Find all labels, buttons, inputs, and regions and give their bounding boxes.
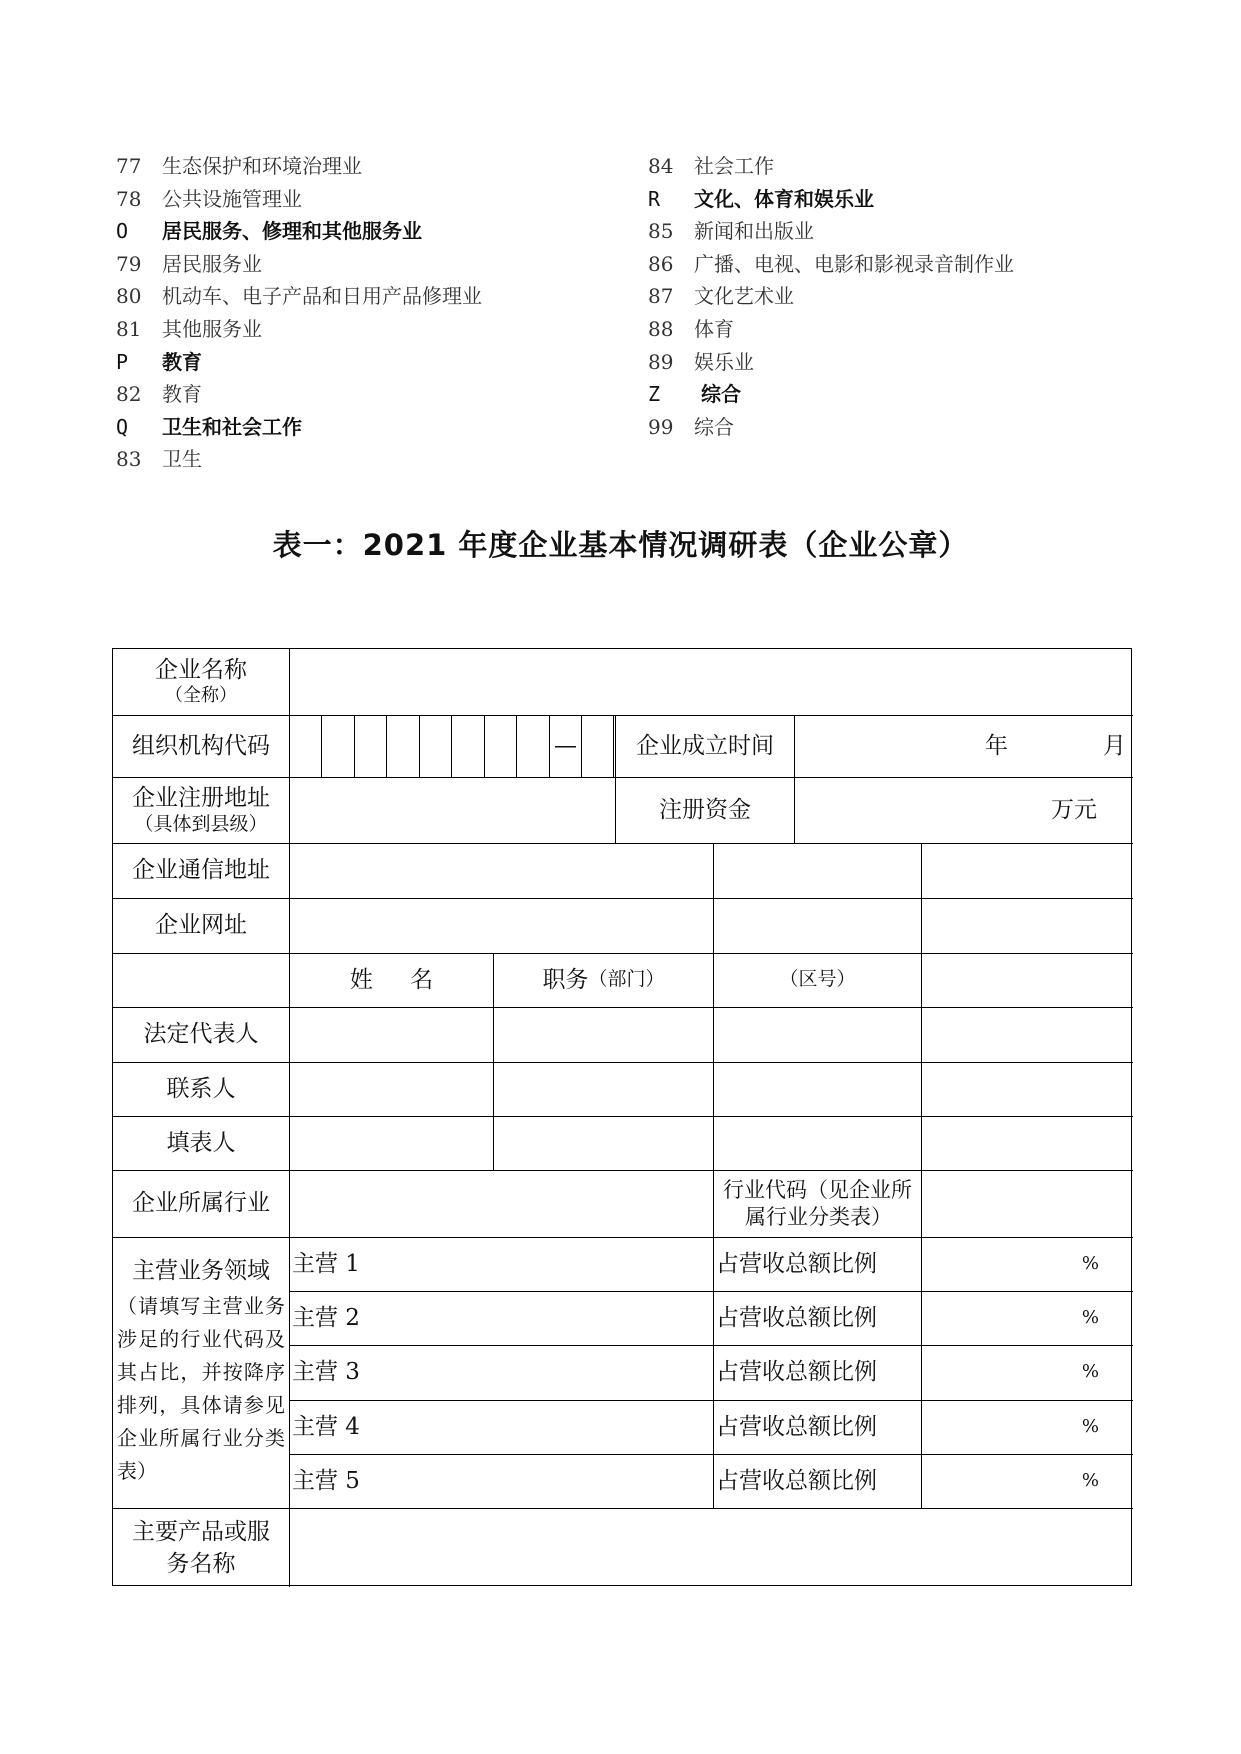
contact-label: 联系人	[166, 1075, 236, 1102]
filler-phone-field[interactable]	[922, 1116, 1133, 1170]
founded-field[interactable]	[795, 715, 1133, 777]
revenue-ratio-field[interactable]	[922, 1454, 1133, 1508]
col-header-position-text: 职务	[542, 966, 589, 993]
products-label	[113, 1508, 289, 1587]
percent-unit: %	[1081, 1415, 1099, 1437]
main-business-note: （请填写主营业务涉足的行业代码及其占比，并按降序排列，具体请参见企业所属行业分类表）	[117, 1293, 285, 1483]
industry-label: 卫生和社会工作	[162, 414, 302, 439]
industry-list-item	[648, 411, 1188, 444]
industry-list-item	[648, 248, 1188, 281]
reg-address-text: 企业注册地址	[132, 784, 270, 811]
industry-label: 教育	[162, 349, 202, 374]
industry-list-item	[116, 313, 636, 346]
form-title: 表一：2021 年度企业基本情况调研表（企业公章）	[272, 528, 969, 562]
industry-label: 居民服务业	[162, 251, 262, 276]
industry-list-item	[648, 183, 1188, 216]
revenue-ratio-label: 占营收总额比例	[716, 1359, 877, 1386]
industry-list-left	[116, 150, 636, 476]
col-header-position	[494, 953, 713, 1007]
industry-label: 广播、电视、电影和影视录音制作业	[694, 251, 1014, 276]
reg-capital-unit: 万元	[1051, 796, 1097, 823]
reg-address-label	[113, 777, 289, 843]
industry-code: 85	[648, 219, 674, 244]
percent-unit: %	[1081, 1306, 1099, 1328]
industry-code: O	[116, 219, 129, 244]
products-text: 主要产品或服务名称	[132, 1518, 270, 1577]
industry-list-item	[116, 411, 636, 444]
industry-code-field[interactable]	[922, 1170, 1133, 1237]
industry-code: R	[648, 186, 661, 211]
industry-field[interactable]	[290, 1170, 713, 1237]
reg-capital-label: 注册资金	[659, 796, 751, 823]
industry-list-item	[116, 280, 636, 313]
industry-code: Q	[116, 414, 129, 439]
industry-label: 居民服务、修理和其他服务业	[162, 219, 422, 244]
org-code-box-6[interactable]	[452, 715, 484, 777]
industry-list-item	[116, 150, 636, 183]
industry-label: 公共设施管理业	[162, 186, 302, 211]
industry-code: 84	[648, 154, 674, 178]
industry-code: 87	[648, 284, 674, 309]
company-survey-form	[112, 648, 1132, 1586]
industry-code-line-1: 行业代码（见企业所	[723, 1178, 912, 1203]
mail-address-label: 企业通信地址	[132, 857, 270, 884]
percent-unit: %	[1081, 1469, 1099, 1491]
main-business-text: 主营业务领域	[132, 1258, 270, 1285]
revenue-ratio-field[interactable]	[922, 1345, 1133, 1400]
founded-month-unit: 月	[1103, 732, 1126, 759]
org-code-dash: —	[554, 732, 577, 759]
revenue-ratio-label: 占营收总额比例	[716, 1467, 877, 1494]
contact-name-field[interactable]	[290, 1062, 493, 1116]
filler-label: 填表人	[166, 1129, 236, 1156]
industry-label: 综合	[694, 382, 741, 407]
main-business-row-label[interactable]: 主营 4	[292, 1413, 360, 1440]
revenue-ratio-field[interactable]	[922, 1291, 1133, 1345]
industry-list-item	[116, 378, 636, 411]
org-code-box-4[interactable]	[387, 715, 419, 777]
industry-label: 社会工作	[694, 154, 774, 178]
company-name-note: （全称）	[165, 685, 237, 707]
col-header-name	[290, 953, 493, 1007]
reg-address-field[interactable]	[290, 777, 615, 843]
revenue-ratio-label: 占营收总额比例	[716, 1413, 877, 1440]
percent-unit: %	[1081, 1252, 1099, 1274]
industry-code: 80	[116, 284, 142, 309]
industry-code: Z	[648, 382, 661, 407]
org-code-box-8[interactable]	[517, 715, 549, 777]
industry-code: 86	[648, 251, 674, 276]
industry-label: 综合	[694, 414, 734, 439]
org-code-box-1[interactable]	[290, 715, 321, 777]
mail-extra-field-1[interactable]	[714, 843, 921, 898]
industry-list-item	[116, 183, 636, 216]
main-business-row-label[interactable]: 主营 1	[292, 1250, 360, 1277]
company-name-text: 企业名称	[155, 657, 247, 684]
industry-code: 83	[116, 447, 142, 472]
industry-label: 卫生	[162, 447, 202, 472]
org-code-box-2[interactable]	[322, 715, 354, 777]
industry-code: 82	[116, 382, 142, 407]
revenue-ratio-field[interactable]	[922, 1237, 1133, 1291]
revenue-ratio-label: 占营收总额比例	[716, 1304, 877, 1331]
industry-code: 81	[116, 316, 142, 341]
revenue-ratio-field[interactable]	[922, 1400, 1133, 1454]
industry-list-item	[116, 215, 636, 248]
founded-label: 企业成立时间	[636, 732, 774, 759]
contact-phone-field[interactable]	[922, 1062, 1133, 1116]
industry-list-item	[648, 280, 1188, 313]
legal-rep-name-field[interactable]	[290, 1007, 493, 1062]
industry-label: 娱乐业	[694, 349, 754, 374]
industry-label: 机动车、电子产品和日用产品修理业	[162, 284, 482, 309]
industry-code: 88	[648, 316, 674, 341]
industry-label: 企业所属行业	[132, 1190, 270, 1217]
industry-code: P	[116, 349, 129, 374]
industry-label: 体育	[694, 316, 734, 341]
legal-rep-phone-field[interactable]	[922, 1007, 1133, 1062]
industry-code: 79	[116, 251, 142, 276]
col-header-position-note: （部门）	[588, 968, 665, 991]
industry-list-item	[648, 313, 1188, 346]
main-business-row-label[interactable]: 主营 3	[292, 1359, 360, 1386]
industry-list-item	[648, 150, 1188, 183]
legal-rep-label: 法定代表人	[143, 1021, 259, 1048]
org-code-box-3[interactable]	[355, 715, 386, 777]
industry-list-item	[648, 215, 1188, 248]
reg-capital-field[interactable]	[795, 777, 1133, 843]
website-extra-field-2[interactable]	[922, 898, 1133, 953]
website-label: 企业网址	[155, 912, 247, 939]
filler-area-field[interactable]	[714, 1116, 921, 1170]
percent-unit: %	[1081, 1361, 1099, 1383]
company-name-label	[113, 649, 289, 715]
industry-list-item	[116, 346, 636, 379]
industry-list-item	[116, 248, 636, 281]
org-code-label: 组织机构代码	[132, 732, 270, 759]
industry-code-line-2: 属行业分类表）	[745, 1204, 892, 1229]
industry-code-label	[714, 1170, 921, 1237]
industry-code: 89	[648, 349, 674, 374]
col-header-name-text: 姓 名	[349, 966, 434, 993]
website-extra-field-1[interactable]	[714, 898, 921, 953]
mail-address-field[interactable]	[290, 843, 713, 898]
org-code-box-7[interactable]	[485, 715, 516, 777]
legal-rep-position-field[interactable]	[494, 1007, 713, 1062]
revenue-ratio-label: 占营收总额比例	[716, 1250, 877, 1277]
filler-position-field[interactable]	[494, 1116, 713, 1170]
industry-code: 99	[648, 414, 674, 439]
industry-list-item	[116, 443, 636, 476]
industry-label: 新闻和出版业	[694, 219, 814, 244]
contact-position-field[interactable]	[494, 1062, 713, 1116]
company-name-field[interactable]	[290, 649, 1133, 715]
products-field[interactable]	[290, 1508, 1133, 1587]
main-business-row-label[interactable]: 主营 5	[292, 1467, 360, 1494]
founded-year-unit: 年	[985, 732, 1008, 759]
industry-list-item	[648, 378, 1188, 411]
industry-label: 其他服务业	[162, 316, 262, 341]
reg-address-note: （具体到县级）	[134, 812, 268, 835]
industry-label: 教育	[162, 382, 202, 407]
org-code-box-5[interactable]	[420, 715, 451, 777]
industry-code: 78	[116, 186, 142, 211]
main-business-row-label[interactable]: 主营 2	[292, 1304, 360, 1331]
org-code-box-9[interactable]	[582, 715, 613, 777]
main-business-label	[113, 1237, 289, 1508]
industry-list-right	[648, 150, 1188, 443]
mail-extra-field-2[interactable]	[922, 843, 1133, 898]
legal-rep-area-field[interactable]	[714, 1007, 921, 1062]
industry-label: 文化、体育和娱乐业	[694, 186, 874, 211]
contact-area-field[interactable]	[714, 1062, 921, 1116]
website-field[interactable]	[290, 898, 713, 953]
industry-label: 生态保护和环境治理业	[162, 154, 362, 178]
industry-label: 文化艺术业	[694, 284, 794, 309]
filler-name-field[interactable]	[290, 1116, 493, 1170]
industry-list-item	[648, 346, 1188, 379]
col-header-area: （区号）	[779, 968, 856, 991]
industry-code: 77	[116, 154, 142, 178]
